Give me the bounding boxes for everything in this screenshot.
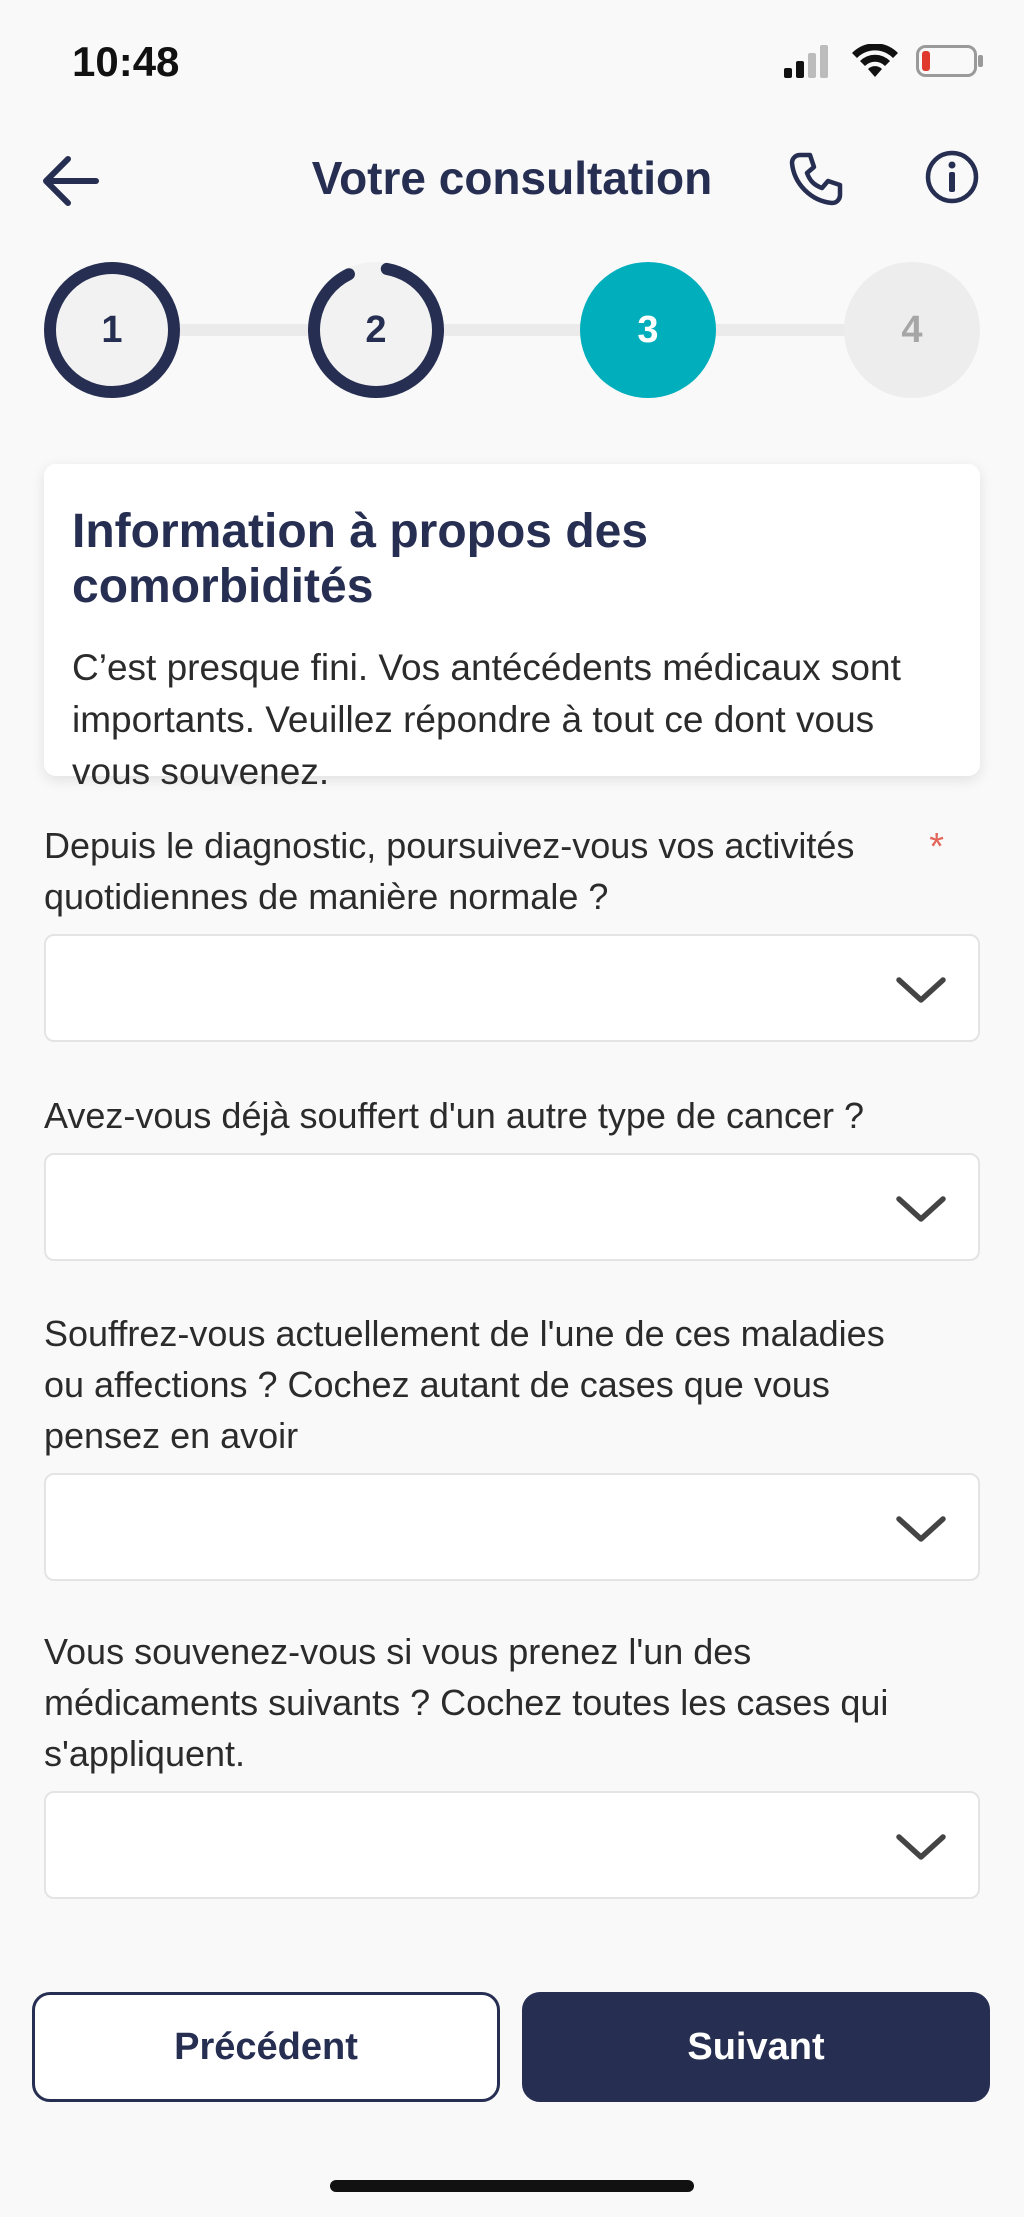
question-label: Souffrez-vous actuellement de l'une de ces maladies ou affections ? Cochez autant de cases que vous pensez en avoir [44, 1313, 885, 1456]
home-indicator [330, 2180, 694, 2192]
call-button[interactable] [786, 149, 846, 209]
question-conditions [44, 1308, 980, 1581]
step-1 [44, 262, 180, 398]
status-icons [784, 44, 984, 78]
stepper-track [112, 324, 912, 336]
battery-low-icon [916, 45, 984, 77]
info-button[interactable] [924, 149, 980, 205]
next-button[interactable]: Suivant [522, 1992, 990, 2102]
question-label: Depuis le diagnostic, poursuivez-vous vos activités quotidiennes de manière normale ? [44, 825, 855, 917]
progress-stepper [44, 262, 980, 398]
other-cancer-select[interactable] [44, 1153, 980, 1261]
question-other-cancer [44, 1090, 980, 1261]
question-label: Vous souvenez-vous si vous prenez l'un des médicaments suivants ? Cochez toutes les cases qui s'appliquent. [44, 1631, 889, 1774]
status-bar [0, 0, 1024, 125]
wifi-icon [852, 44, 898, 78]
info-card [44, 464, 980, 793]
required-asterisk: * [929, 826, 944, 868]
page-title: Votre consultation [311, 152, 713, 204]
status-time: 10:48 [72, 38, 180, 85]
question-label: Avez-vous déjà souffert d'un autre type de cancer ? [44, 1095, 865, 1136]
chevron-down-icon [894, 1827, 948, 1867]
question-label-wrapper [44, 1626, 980, 1779]
medications-select[interactable] [44, 1791, 980, 1899]
chevron-down-icon [894, 970, 948, 1010]
question-medications [44, 1626, 980, 1899]
cellular-signal-icon [784, 44, 834, 78]
step-1-label: 1 [101, 308, 123, 351]
previous-button[interactable]: Précédent [32, 1992, 500, 2102]
card-text: C’est presque fini. Vos antécédents médicaux sont importants. Veuillez répondre à tout ce dont vous vous souvenez. [72, 647, 901, 793]
question-label-wrapper [44, 1308, 980, 1461]
chevron-down-icon [894, 1189, 948, 1229]
info-icon [924, 149, 980, 205]
step-4 [844, 262, 980, 398]
question-daily-activities [44, 820, 980, 1042]
question-label-wrapper [44, 820, 980, 922]
conditions-select[interactable] [44, 1473, 980, 1581]
step-2 [308, 262, 444, 398]
step-4-label: 4 [901, 308, 923, 351]
step-3-label: 3 [637, 308, 659, 351]
phone-icon [786, 149, 846, 209]
step-2-label: 2 [365, 308, 387, 351]
chevron-down-icon [894, 1509, 948, 1549]
step-3 [580, 262, 716, 398]
app-header [0, 135, 1024, 225]
daily-activities-select[interactable] [44, 934, 980, 1042]
card-title: Information à propos des comorbidités [72, 505, 649, 614]
question-label-wrapper [44, 1090, 980, 1141]
